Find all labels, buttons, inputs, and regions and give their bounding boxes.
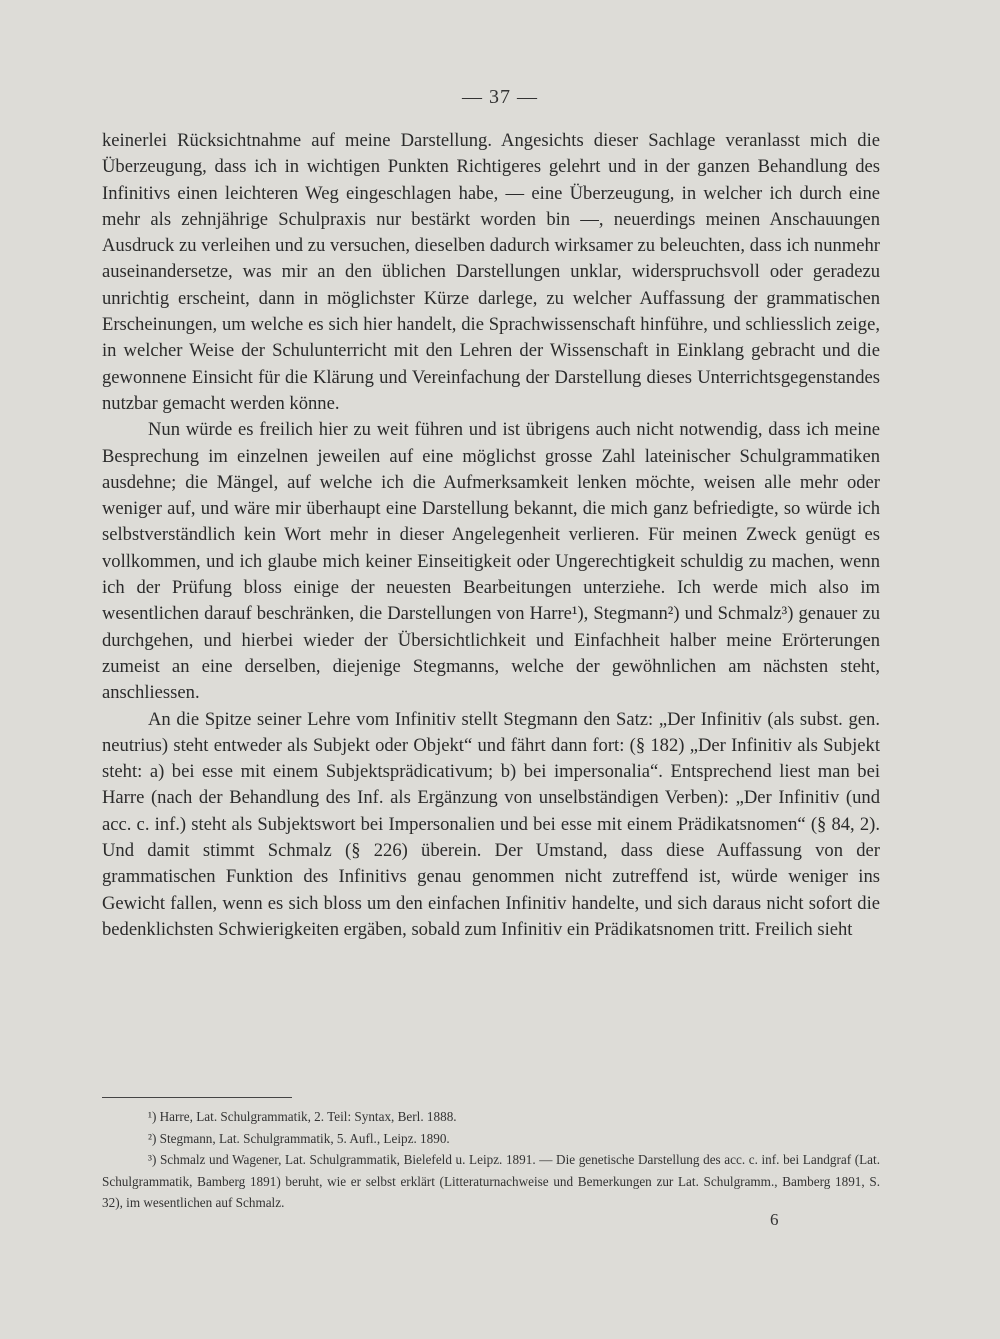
paragraph-2: Nun würde es freilich hier zu weit führen und ist übrigens auch nicht notwendig, dass ich meine Besprechung im einzelnen jeweilen auf eine möglichst grosse Zahl lateinischer Schulgrammatiken ausdehne; die Mängel, auf welche ich die Aufmerksamkeit lenken möchte, weisen alle mehr oder weniger auf, und wäre mir überhaupt eine Darstellung bekannt, die mich ganz befriedigte, so würde ich selbstverständlich kein Wort mehr in dieser Angelegenheit verlieren. Für meinen Zweck genügt es vollkommen, und ich glaube mich keiner Einseitigkeit oder Ungerechtigkeit schuldig zu machen, wenn ich der Prüfung bloss einige der neuesten Bearbeitungen unterziehe. Ich werde mich also im wesentlichen darauf beschränken, die Darstellungen von Harre¹), Stegmann²) und Schmalz³) genauer zu durchgehen, und hierbei wieder der Übersichtlichkeit und Einfachheit halber meine Erörterungen zumeist an eine derselben, diejenige Stegmanns, welche der gewöhnlichen am nächsten steht, anschliessen. xyxy=(102,419,880,704)
paragraph-3: An die Spitze seiner Lehre vom Infinitiv stellt Stegmann den Satz: „Der Infinitiv (als subst. gen. neutrius) steht entweder als Subjekt oder Objekt“ und fährt dann fort: (§ 182) „Der Infinitiv als Subjekt steht: a) bei esse mit einem Subjektsprädicativum; b) bei impersonalia“. Entsprechend liest man bei Harre (nach der Behandlung des Inf. als Ergänzung von unselbständigen Verben): „Der Infinitiv (und acc. c. inf.) steht als Subjektswort bei Impersonalien und bei esse mit einem Prädikatsnomen“ (§ 84, 2). Und damit stimmt Schmalz (§ 226) überein. Der Umstand, dass diese Auffassung von der grammatischen Funktion des Infinitivs genau genommen nicht zutreffend ist, würde weniger ins Gewicht fallen, wenn es sich bloss um den einfachen Infinitiv handelte, und sich daraus nicht sofort die bedenklichsten Schwierigkeiten ergäben, sobald zum Infinitiv ein Prädikatsnomen tritt. Freilich sieht xyxy=(102,708,880,940)
body-text xyxy=(102,128,880,943)
footnotes xyxy=(102,1106,880,1214)
footnote-1: ¹) Harre, Lat. Schulgrammatik, 2. Teil: Syntax, Berl. 1888. xyxy=(148,1109,457,1124)
page-number: — 37 — xyxy=(462,86,538,108)
footnote-2: ²) Stegmann, Lat. Schulgrammatik, 5. Aufl., Leipz. 1890. xyxy=(148,1130,450,1146)
footnote-divider xyxy=(102,1097,292,1098)
footnote-3: ³) Schmalz und Wagener, Lat. Schulgrammatik, Bielefeld u. Leipz. 1891. — Die genetische Darstellung des acc. c. inf. bei Landgraf (Lat. Schulgrammatik, Bamberg 1891) beruht, wie er selbst erklärt (Litteraturnachweise und Bemerkungen zur Lat. Schulgramm., Bamberg 1891, S. 32), im wesentlichen auf Schmalz. xyxy=(102,1152,880,1210)
signature-mark: 6 xyxy=(770,1210,779,1229)
paragraph-1: keinerlei Rücksichtnahme auf meine Darstellung. Angesichts dieser Sachlage veranlasst mich die Überzeugung, dass ich in wichtigen Punkten Richtigeres gelehrt und in der ganzen Behandlung des Infinitivs einen leichteren Weg eingeschlagen habe, — eine Überzeugung, in welcher ich durch eine mehr als zehnjährige Schulpraxis nur bestärkt worden bin —, neuerdings meinen Anschauungen Ausdruck zu verleihen und zu versuchen, dieselben dadurch wirksamer zu beleuchten, dass ich nunmehr auseinandersetze, was mir an den üblichen Darstellungen unklar, widerspruchsvoll oder geradezu unrichtig erscheint, dann in möglichster Kürze darlege, zu welcher Auffassung der grammatischen Erscheinungen, um welche es sich hier handelt, die Sprachwissenschaft hinführe, und schliesslich zeige, in welcher Weise der Schulunterricht mit den Lehren der Wissenschaft in Einklang gebracht und die gewonnene Einsicht für die Klärung und Vereinfachung der Darstellung dieses Unterrichtsgegenstandes nutzbar gemacht werden könne. xyxy=(102,130,880,414)
